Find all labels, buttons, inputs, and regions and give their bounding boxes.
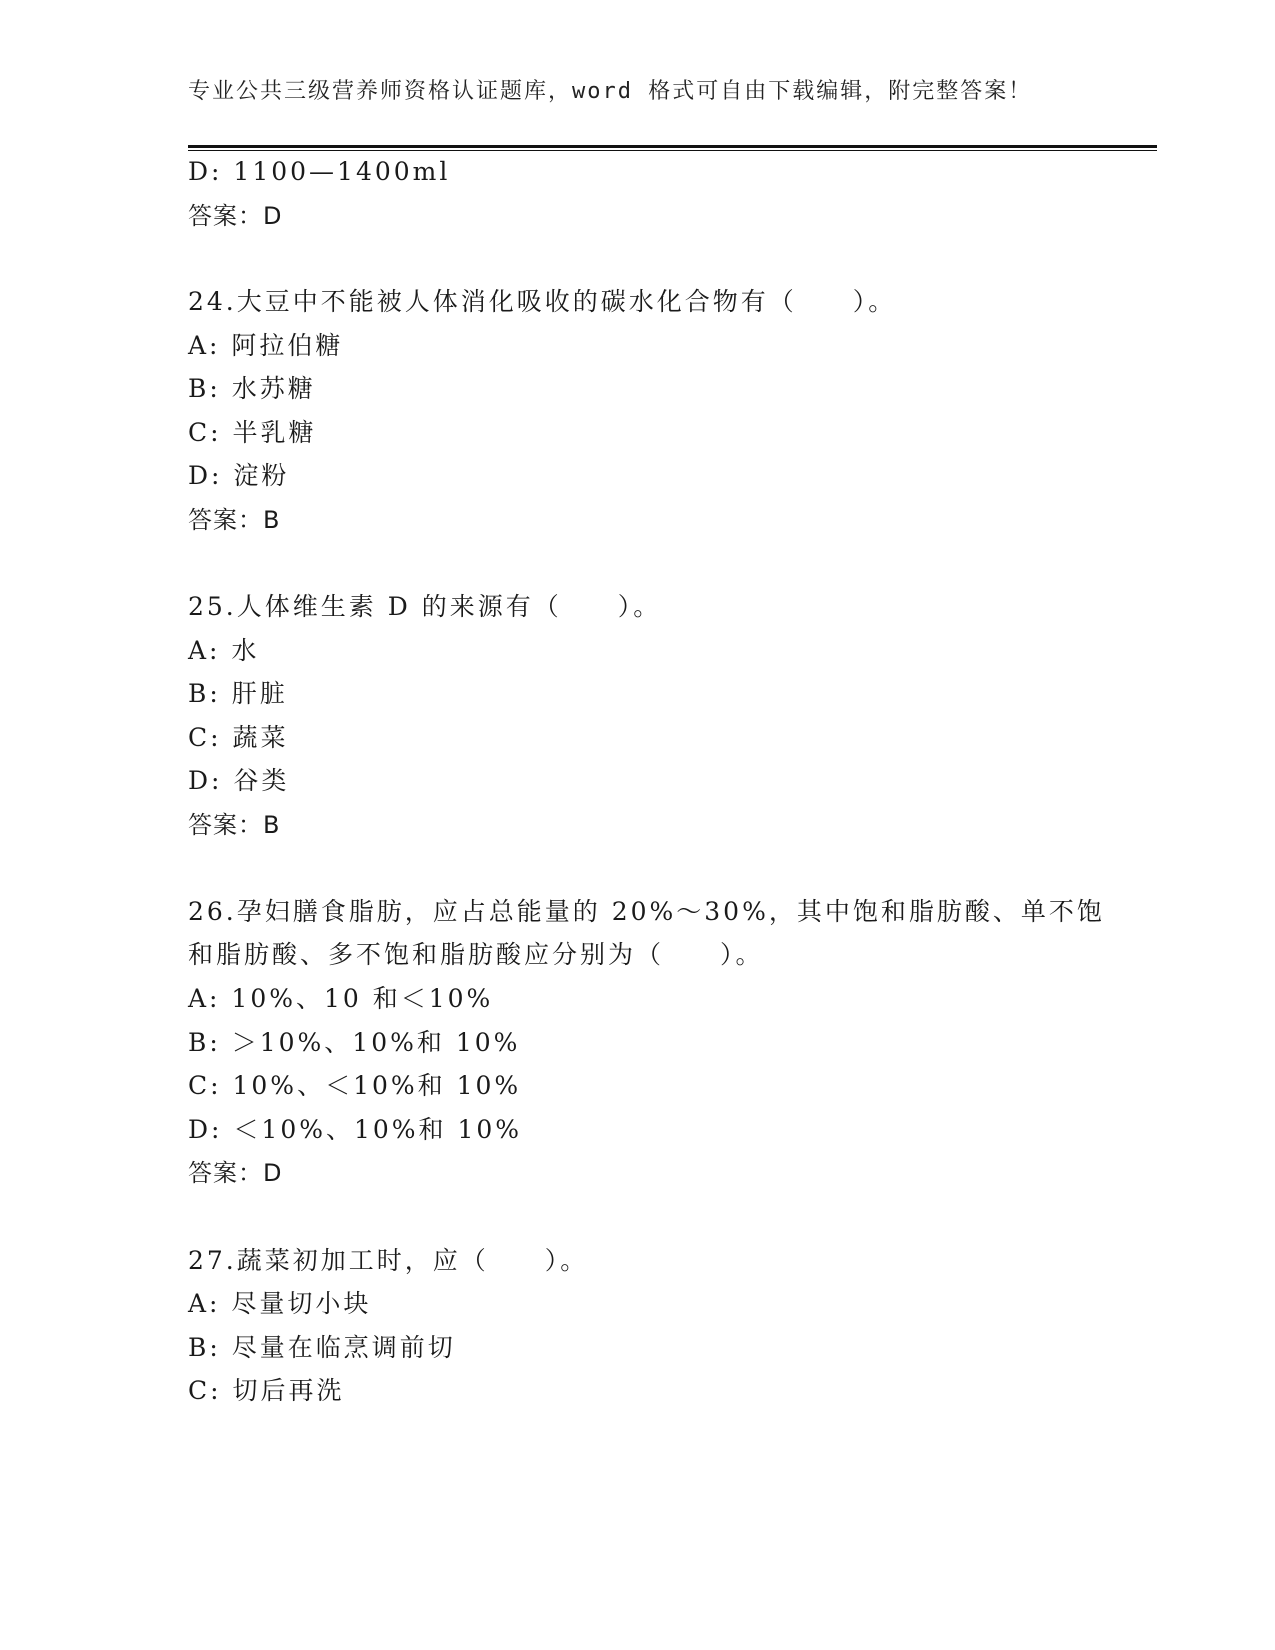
q25-option-c: C: 蔬菜 [188, 723, 289, 752]
q27-stem-line-1: 27.蔬菜初加工时，应（ ）。 [188, 1246, 589, 1275]
q26-option-d: D: ＜10%、10%和 10% [188, 1115, 523, 1144]
q26-option-b: B: ＞10%、10%和 10% [188, 1028, 521, 1057]
q25-answer: 答案：B [188, 811, 281, 839]
q24-stem-line-1: 24.大豆中不能被人体消化吸收的碳水化合物有（ ）。 [188, 287, 897, 316]
page-header: 专业公共三级营养师资格认证题库，word 格式可自由下载编辑，附完整答案！ [188, 79, 1033, 104]
header-rule-thick [188, 145, 1157, 148]
q23-option-d: D: 1100—1400ml [188, 157, 451, 186]
q25-option-b: B: 肝脏 [188, 679, 288, 708]
q26-stem-line-2: 和脂肪酸、多不饱和脂肪酸应分别为（ ）。 [188, 940, 764, 969]
q27-option-a: A: 尽量切小块 [188, 1289, 372, 1318]
q25-stem-line-1: 25.人体维生素 D 的来源有（ ）。 [188, 592, 662, 621]
q24-option-a: A: 阿拉伯糖 [188, 331, 344, 360]
header-rule-thin [188, 150, 1157, 151]
q27-option-c: C: 切后再洗 [188, 1376, 345, 1405]
q24-option-d: D: 淀粉 [188, 461, 290, 490]
q26-stem-line-1: 26.孕妇膳食脂肪，应占总能量的 20%～30%，其中饱和脂肪酸、单不饱 [188, 897, 1105, 926]
q24-option-c: C: 半乳糖 [188, 418, 317, 447]
q24-option-b: B: 水苏糖 [188, 374, 316, 403]
q23-answer: 答案：D [188, 202, 283, 230]
q24-answer: 答案：B [188, 506, 281, 534]
q25-option-a: A: 水 [188, 636, 260, 665]
q26-option-a: A: 10%、10 和＜10% [188, 984, 494, 1013]
q26-option-c: C: 10%、＜10%和 10% [188, 1071, 522, 1100]
q25-option-d: D: 谷类 [188, 766, 290, 795]
q26-answer: 答案：D [188, 1159, 283, 1187]
q27-option-b: B: 尽量在临烹调前切 [188, 1333, 456, 1362]
